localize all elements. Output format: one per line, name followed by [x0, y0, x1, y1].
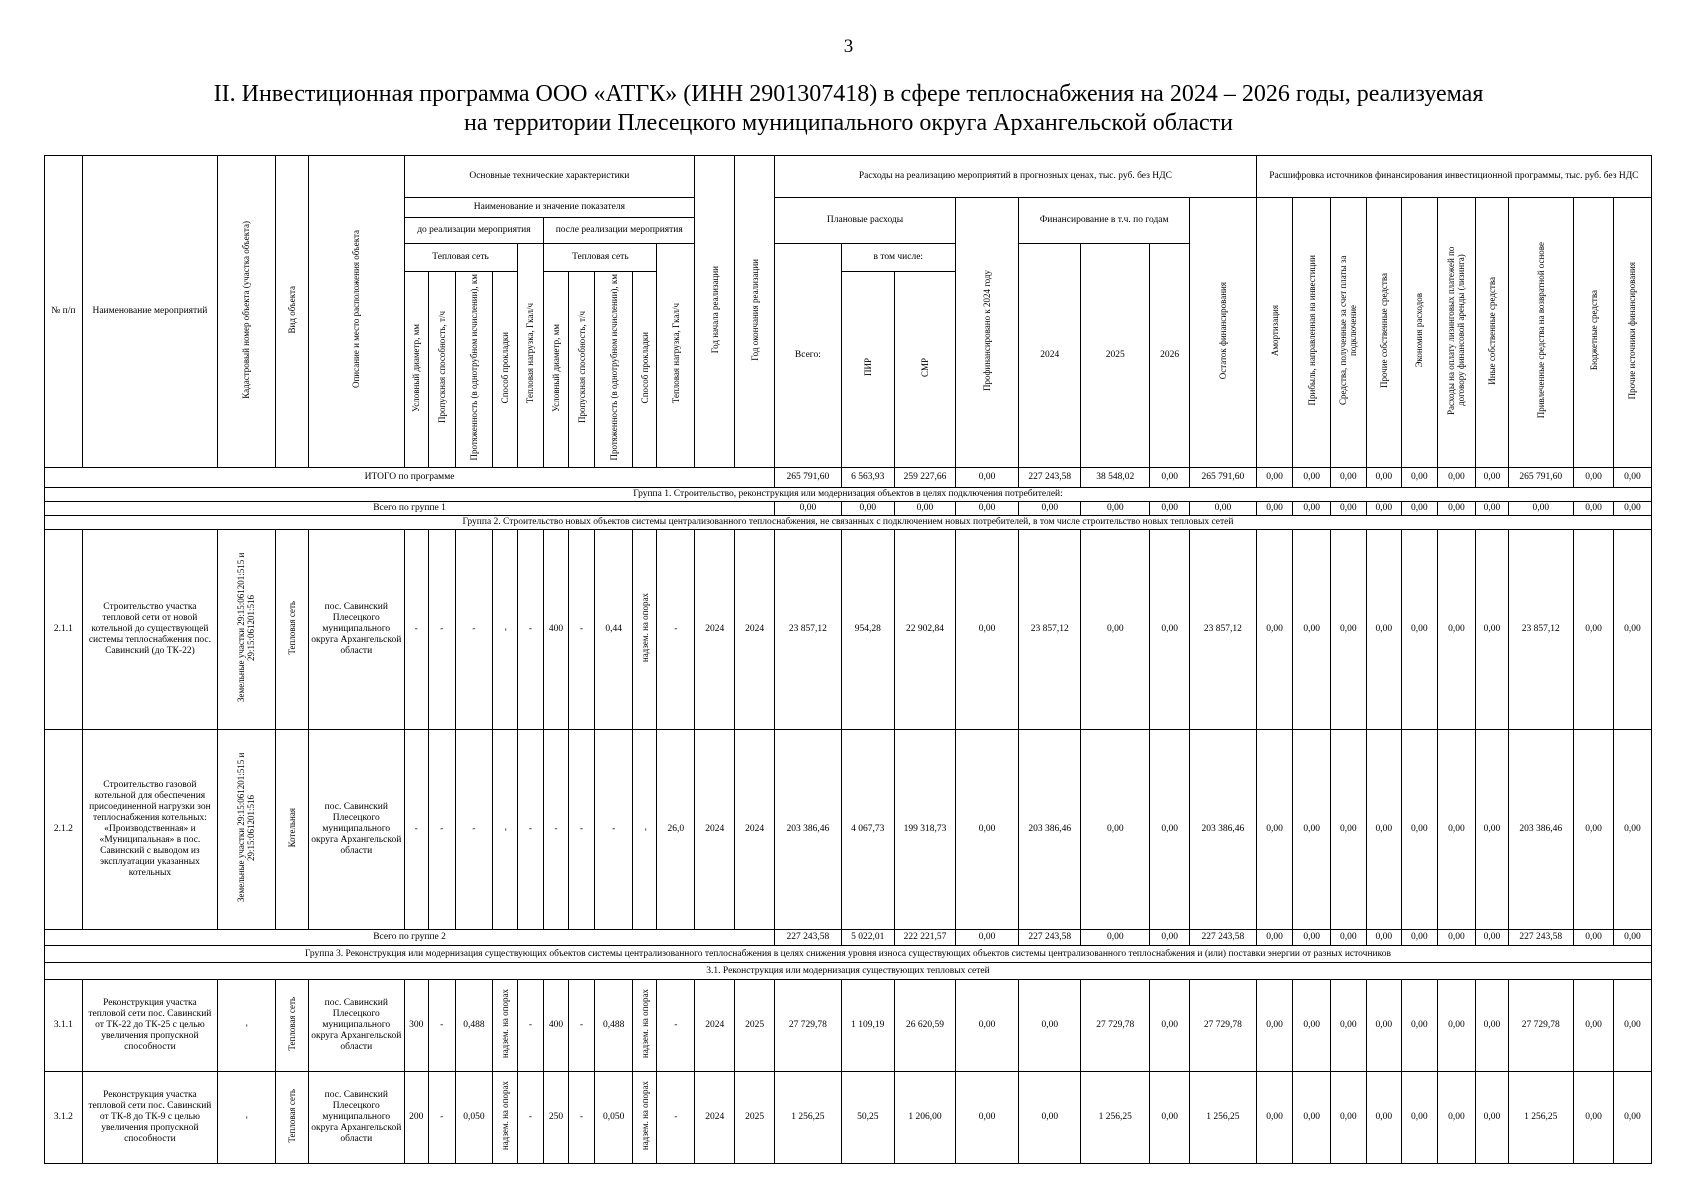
header-before: до реализации мероприятия — [404, 218, 544, 244]
row-year-end: 2024 — [735, 530, 775, 730]
row-b-lay-text: надзем. на опорах — [499, 988, 510, 1059]
value-cell: 38 548,02 — [1081, 468, 1150, 488]
value-cell: 0,00 — [1019, 502, 1081, 516]
row-cadastral-text: Земельные участки 29:15:061201:515 и 29:15:061201:516 — [236, 552, 257, 703]
value-cell: 227 243,58 — [1019, 468, 1081, 488]
value-cell: 4 067,73 — [841, 730, 894, 930]
row-num: 2.1.2 — [45, 730, 83, 930]
value-cell: 0,00 — [1256, 502, 1293, 516]
value-cell: 0,00 — [1331, 530, 1367, 730]
value-cell: 954,28 — [841, 530, 894, 730]
group-1-total-row — [45, 502, 1652, 516]
value-cell: 0,00 — [1150, 1072, 1190, 1164]
header-num: № п/п — [45, 156, 83, 468]
value-cell: 0,00 — [1366, 730, 1402, 930]
value-cell: 203 386,46 — [775, 730, 842, 930]
value-cell: 0,00 — [1081, 502, 1150, 516]
header-indicator: Наименование и значение показателя — [404, 198, 695, 218]
value-cell: 0,00 — [1019, 980, 1081, 1072]
row-object-type-text: Котельная — [286, 807, 297, 848]
row-year-start: 2024 — [695, 530, 735, 730]
value-cell: 0,00 — [1574, 980, 1614, 1072]
value-cell: 265 791,60 — [775, 468, 842, 488]
value-cell: 0,00 — [1402, 930, 1438, 946]
value-cell: 227 243,58 — [775, 930, 842, 946]
value-cell: 1 256,25 — [775, 1072, 842, 1164]
value-cell: 0,00 — [955, 730, 1018, 930]
row-b-diam: - — [404, 730, 428, 930]
header-laying-before: Способ прокладки — [493, 272, 517, 468]
investment-program-table — [44, 155, 1652, 1164]
group-2-total-row — [45, 930, 1652, 946]
header-tech-chars: Основные технические характеристики — [404, 156, 695, 198]
title-line-2: на территории Плесецкого муниципального округа Архангельской области — [464, 110, 1233, 136]
value-cell: 0,00 — [1256, 1072, 1293, 1164]
row-a-lay-text: надзем. на опорах — [639, 1080, 650, 1151]
value-cell: 0,00 — [1437, 730, 1476, 930]
row-b-load: - — [517, 980, 544, 1072]
header-other-sources: Прочие источники финансирования — [1613, 198, 1651, 468]
table-row — [45, 530, 1652, 730]
value-cell: 0,00 — [1402, 730, 1438, 930]
group-1-total-label: Всего по группе 1 — [45, 502, 775, 516]
row-location: пос. Савинский Плесецкого муниципального округа Архангельской области — [309, 730, 404, 930]
value-cell: 22 902,84 — [894, 530, 955, 730]
header-capacity-after: Пропускная способность, т/ч — [568, 272, 595, 468]
value-cell: 0,00 — [1476, 530, 1508, 730]
row-year-start: 2024 — [695, 730, 735, 930]
value-cell: 26 620,59 — [894, 980, 955, 1072]
value-cell: 0,00 — [1613, 502, 1651, 516]
row-location: пос. Савинский Плесецкого муниципального округа Архангельской области — [309, 980, 404, 1072]
document-title — [100, 80, 1597, 138]
group-3-label: Группа 3. Реконструкция или модернизация существующих объектов системы централизованного теплоснабжения в целях снижения уровня износа существующих объектов системы централизованного теплоснабжения и (или) поставки энергии от разных источников — [45, 946, 1652, 963]
row-cadastral — [218, 530, 276, 730]
row-num: 3.1.1 — [45, 980, 83, 1072]
value-cell: 203 386,46 — [1190, 730, 1257, 930]
row-name: Строительство участка тепловой сети от новой котельной до существующей системы теплоснабжения пос. Савинский (до ТК-22) — [82, 530, 217, 730]
value-cell: 27 729,78 — [1190, 980, 1257, 1072]
row-object-type-text: Тепловая сеть — [286, 1088, 297, 1143]
row-name: Строительство газовой котельной для обеспечения присоединенной нагрузки зон теплоснабжения котельных: «Производственная» и «Муниципальная» в пос. Савинский с выводом из эксплуатации указанных котельных — [82, 730, 217, 930]
value-cell: 0,00 — [1081, 730, 1150, 930]
value-cell: 0,00 — [1476, 980, 1508, 1072]
value-cell: 0,00 — [1402, 1072, 1438, 1164]
row-object-type-text: Тепловая сеть — [286, 996, 297, 1051]
value-cell: 0,00 — [1574, 1072, 1614, 1164]
header-after: после реализации мероприятия — [544, 218, 695, 244]
row-name: Реконструкция участка тепловой сети пос. Савинский от ТК-8 до ТК-9 с целью увеличения пропускной способности — [82, 1072, 217, 1164]
row-b-load: - — [517, 730, 544, 930]
header-2026: 2026 — [1150, 244, 1190, 468]
value-cell: 0,00 — [1150, 730, 1190, 930]
row-b-len: - — [455, 530, 493, 730]
group-1-label-row — [45, 488, 1652, 502]
value-cell: 0,00 — [1293, 730, 1331, 930]
row-cadastral-text: Земельные участки 29:15:061201:515 и 29:15:061201:516 — [236, 752, 257, 903]
header-smr: СМР — [894, 272, 955, 468]
header-own-funds: Прочие собственные средства — [1366, 198, 1402, 468]
row-b-cap: - — [428, 530, 455, 730]
title-line-1: II. Инвестиционная программа ООО «АТГК» (ИНН 2901307418) в сфере теплоснабжения на 2024 – 2026 годы, реализуемая — [213, 81, 1484, 107]
value-cell: 0,00 — [1574, 468, 1614, 488]
value-cell: 0,00 — [1256, 730, 1293, 930]
value-cell: 0,00 — [1366, 468, 1402, 488]
value-cell: 0,00 — [1190, 502, 1257, 516]
value-cell: 0,00 — [1331, 930, 1367, 946]
header-heat-load-before: Тепловая нагрузка, Гкал/ч — [517, 244, 544, 468]
value-cell: 0,00 — [955, 530, 1018, 730]
value-cell: 0,00 — [955, 930, 1018, 946]
header-budget: Бюджетные средства — [1574, 198, 1614, 468]
row-a-load: - — [657, 1072, 695, 1164]
header-location: Описание и место расположения объекта — [309, 156, 404, 468]
header-heat-net-after: Тепловая сеть — [544, 244, 657, 272]
row-b-load: - — [517, 530, 544, 730]
group-2-label-row — [45, 516, 1652, 530]
row-cadastral — [218, 980, 276, 1072]
value-cell: 0,00 — [1293, 980, 1331, 1072]
value-cell: 0,00 — [1476, 502, 1508, 516]
row-a-lay — [633, 530, 657, 730]
table-body — [45, 156, 1652, 1164]
table-row — [45, 980, 1652, 1072]
value-cell: 0,00 — [775, 502, 842, 516]
row-year-end: 2025 — [735, 1072, 775, 1164]
value-cell: 0,00 — [1366, 502, 1402, 516]
page-number: 3 — [843, 36, 854, 57]
value-cell: 0,00 — [1331, 980, 1367, 1072]
value-cell: 0,00 — [1293, 1072, 1331, 1164]
row-a-load: - — [657, 980, 695, 1072]
row-cadastral — [218, 730, 276, 930]
row-a-cap: - — [568, 530, 595, 730]
row-a-len: 0,488 — [595, 980, 633, 1072]
value-cell: 0,00 — [1256, 980, 1293, 1072]
value-cell: 0,00 — [1613, 468, 1651, 488]
row-cadastral-text: - — [241, 1024, 252, 1027]
row-b-diam: 200 — [404, 1072, 428, 1164]
header-year-end: Год окончания реализации — [735, 156, 775, 468]
row-object-type — [275, 980, 308, 1072]
row-location: пос. Савинский Плесецкого муниципального округа Архангельской области — [309, 1072, 404, 1164]
value-cell: 265 791,60 — [1508, 468, 1573, 488]
total-label: ИТОГО по программе — [45, 468, 775, 488]
value-cell: 0,00 — [894, 502, 955, 516]
header-prefinanced: Профинансировано к 2024 году — [955, 198, 1018, 468]
row-b-len: 0,050 — [455, 1072, 493, 1164]
header-laying-after: Способ прокладки — [633, 272, 657, 468]
header-leasing: Расходы на оплату лизинговых платежей по договору финансовой аренды (лизинга) — [1437, 198, 1476, 468]
value-cell: 0,00 — [1150, 980, 1190, 1072]
value-cell: 6 563,93 — [841, 468, 894, 488]
subgroup-3-1-label: 3.1. Реконструкция или модернизация существующих тепловых сетей — [45, 963, 1652, 980]
header-cadastral: Кадастровый номер объекта (участка объекта) — [218, 156, 276, 468]
row-year-start: 2024 — [695, 1072, 735, 1164]
value-cell: 0,00 — [1437, 502, 1476, 516]
row-b-lay-text: - — [499, 828, 510, 831]
value-cell: 0,00 — [1366, 530, 1402, 730]
header-diameter-before: Условный диаметр, мм — [404, 272, 428, 468]
value-cell: 0,00 — [1081, 530, 1150, 730]
value-cell: 0,00 — [1331, 730, 1367, 930]
value-cell: 0,00 — [1019, 1072, 1081, 1164]
row-b-diam: 300 — [404, 980, 428, 1072]
row-b-lay-text: надзем. на опорах — [499, 1080, 510, 1151]
value-cell: 203 386,46 — [1508, 730, 1573, 930]
row-b-lay — [493, 980, 517, 1072]
row-b-lay — [493, 530, 517, 730]
value-cell: 227 243,58 — [1508, 930, 1573, 946]
row-b-cap: - — [428, 730, 455, 930]
value-cell: 0,00 — [1150, 530, 1190, 730]
value-cell: 0,00 — [1613, 530, 1651, 730]
value-cell: 0,00 — [1437, 930, 1476, 946]
row-num: 3.1.2 — [45, 1072, 83, 1164]
value-cell: 0,00 — [1613, 1072, 1651, 1164]
row-b-cap: - — [428, 1072, 455, 1164]
value-cell: 265 791,60 — [1190, 468, 1257, 488]
row-a-load: 26,0 — [657, 730, 695, 930]
row-a-cap: - — [568, 980, 595, 1072]
value-cell: 0,00 — [1476, 1072, 1508, 1164]
subgroup-3-1-row — [45, 963, 1652, 980]
value-cell: 0,00 — [1150, 930, 1190, 946]
value-cell: 203 386,46 — [1019, 730, 1081, 930]
header-object-type: Вид объекта — [275, 156, 308, 468]
header-expenses: Расходы на реализацию мероприятий в прогнозных ценах, тыс. руб. без НДС — [775, 156, 1257, 198]
value-cell: 1 109,19 — [841, 980, 894, 1072]
value-cell: 0,00 — [1081, 930, 1150, 946]
value-cell: 0,00 — [841, 502, 894, 516]
row-a-cap: - — [568, 730, 595, 930]
value-cell: 5 022,01 — [841, 930, 894, 946]
row-year-start: 2024 — [695, 980, 735, 1072]
value-cell: 0,00 — [1574, 730, 1614, 930]
header-heat-net-before: Тепловая сеть — [404, 244, 517, 272]
value-cell: 0,00 — [1293, 468, 1331, 488]
row-b-lay-text: - — [499, 628, 510, 631]
row-b-diam: - — [404, 530, 428, 730]
value-cell: 0,00 — [1402, 530, 1438, 730]
value-cell: 0,00 — [1150, 502, 1190, 516]
value-cell: 0,00 — [1402, 502, 1438, 516]
header-borrowed: Привлеченные средства на возвратной основе — [1508, 198, 1573, 468]
value-cell: 222 221,57 — [894, 930, 955, 946]
header-total: Всего: — [775, 244, 842, 468]
value-cell: 50,25 — [841, 1072, 894, 1164]
row-a-lay-text: - — [639, 828, 650, 831]
value-cell: 0,00 — [1256, 530, 1293, 730]
value-cell: 0,00 — [1437, 980, 1476, 1072]
value-cell: 0,00 — [1476, 730, 1508, 930]
row-a-len: 0,050 — [595, 1072, 633, 1164]
value-cell: 0,00 — [1574, 930, 1614, 946]
value-cell: 0,00 — [1613, 980, 1651, 1072]
group-1-label: Группа 1. Строительство, реконструкция или модернизация объектов в целях подключения потребителей: — [45, 488, 1652, 502]
row-cadastral-text: - — [241, 1116, 252, 1119]
row-b-len: - — [455, 730, 493, 930]
value-cell: 1 256,25 — [1508, 1072, 1573, 1164]
row-a-lay-text: надзем. на опорах — [639, 592, 650, 663]
value-cell: 23 857,12 — [1508, 530, 1573, 730]
value-cell: 23 857,12 — [1019, 530, 1081, 730]
row-num: 2.1.1 — [45, 530, 83, 730]
row-name: Реконструкция участка тепловой сети пос. Савинский от ТК-22 до ТК-25 с целью увеличения пропускной способности — [82, 980, 217, 1072]
header-diameter-after: Условный диаметр, мм — [544, 272, 568, 468]
row-object-type — [275, 730, 308, 930]
value-cell: 227 243,58 — [1019, 930, 1081, 946]
row-a-lay — [633, 730, 657, 930]
row-a-load: - — [657, 530, 695, 730]
table-row — [45, 730, 1652, 930]
row-a-diam: 400 — [544, 530, 568, 730]
value-cell: 0,00 — [1437, 468, 1476, 488]
value-cell: 0,00 — [1437, 530, 1476, 730]
row-a-diam: 250 — [544, 1072, 568, 1164]
row-a-len: 0,44 — [595, 530, 633, 730]
header-savings: Экономия расходов — [1402, 198, 1438, 468]
value-cell: 0,00 — [1331, 468, 1367, 488]
value-cell: 0,00 — [1293, 530, 1331, 730]
row-a-lay — [633, 1072, 657, 1164]
row-a-diam: - — [544, 730, 568, 930]
value-cell: 0,00 — [1366, 1072, 1402, 1164]
value-cell: 1 206,00 — [894, 1072, 955, 1164]
row-object-type — [275, 530, 308, 730]
group-3-label-row — [45, 946, 1652, 963]
header-2025: 2025 — [1081, 244, 1150, 468]
value-cell: 0,00 — [1366, 980, 1402, 1072]
header-capacity-before: Пропускная способность, т/ч — [428, 272, 455, 468]
row-object-type-text: Тепловая сеть — [286, 600, 297, 655]
header-financing-by-years: Финансирование в т.ч. по годам — [1019, 198, 1190, 244]
row-object-type — [275, 1072, 308, 1164]
value-cell: 0,00 — [1476, 468, 1508, 488]
row-location: пос. Савинский Плесецкого муниципального округа Архангельской области — [309, 530, 404, 730]
value-cell: 0,00 — [1293, 930, 1331, 946]
header-profit: Прибыль, направленная на инвестиции — [1293, 198, 1331, 468]
header-2024: 2024 — [1019, 244, 1081, 468]
group-2-label: Группа 2. Строительство новых объектов системы централизованного теплоснабжения, не связанных с подключением новых потребителей, в том числе строительство новых тепловых сетей — [45, 516, 1652, 530]
value-cell: 0,00 — [955, 468, 1018, 488]
row-a-lay — [633, 980, 657, 1072]
row-a-lay-text: надзем. на опорах — [639, 988, 650, 1059]
value-cell: 0,00 — [1366, 930, 1402, 946]
table-row — [45, 1072, 1652, 1164]
row-year-end: 2025 — [735, 980, 775, 1072]
value-cell: 0,00 — [1613, 730, 1651, 930]
value-cell: 0,00 — [1437, 1072, 1476, 1164]
value-cell: 23 857,12 — [1190, 530, 1257, 730]
row-year-end: 2024 — [735, 730, 775, 930]
value-cell: 0,00 — [1331, 502, 1367, 516]
header-amortization: Амортизация — [1256, 198, 1293, 468]
row-b-lay — [493, 1072, 517, 1164]
value-cell: 23 857,12 — [775, 530, 842, 730]
value-cell: 27 729,78 — [775, 980, 842, 1072]
header-sources: Расшифровка источников финансирования инвестиционной программы, тыс. руб. без НДС — [1256, 156, 1651, 198]
total-row — [45, 468, 1652, 488]
value-cell: 0,00 — [1331, 1072, 1367, 1164]
value-cell: 1 256,25 — [1081, 1072, 1150, 1164]
header-connection-fee: Средства, полученные за счет платы за подключение — [1331, 198, 1367, 468]
header-pir: ПИР — [841, 272, 894, 468]
row-b-load: - — [517, 1072, 544, 1164]
header-other-own: Иные собственные средства — [1476, 198, 1508, 468]
value-cell: 0,00 — [1150, 468, 1190, 488]
value-cell: 0,00 — [1574, 530, 1614, 730]
value-cell: 0,00 — [1256, 930, 1293, 946]
header-year-start: Год начала реализации — [695, 156, 735, 468]
value-cell: 0,00 — [1574, 502, 1614, 516]
value-cell: 27 729,78 — [1508, 980, 1573, 1072]
value-cell: 0,00 — [955, 1072, 1018, 1164]
value-cell: 0,00 — [955, 502, 1018, 516]
value-cell: 199 318,73 — [894, 730, 955, 930]
value-cell: 0,00 — [1402, 468, 1438, 488]
header-planned: Плановые расходы — [775, 198, 956, 244]
header-heat-load-after: Тепловая нагрузка, Гкал/ч — [657, 244, 695, 468]
value-cell: 227 243,58 — [1190, 930, 1257, 946]
row-b-len: 0,488 — [455, 980, 493, 1072]
row-b-cap: - — [428, 980, 455, 1072]
header-including: в том числе: — [841, 244, 955, 272]
row-a-cap: - — [568, 1072, 595, 1164]
header-length-after: Протяженность (в однотрубном исчислении), км — [595, 272, 633, 468]
value-cell: 0,00 — [1402, 980, 1438, 1072]
row-a-len: - — [595, 730, 633, 930]
row-cadastral — [218, 1072, 276, 1164]
value-cell: 1 256,25 — [1190, 1072, 1257, 1164]
row-a-diam: 400 — [544, 980, 568, 1072]
header-length-before: Протяженность (в однотрубном исчислении), км — [455, 272, 493, 468]
group-2-total-label: Всего по группе 2 — [45, 930, 775, 946]
value-cell: 259 227,66 — [894, 468, 955, 488]
value-cell: 0,00 — [955, 980, 1018, 1072]
header-name: Наименование мероприятий — [82, 156, 217, 468]
header-remaining: Остаток финансирования — [1190, 198, 1257, 468]
value-cell: 27 729,78 — [1081, 980, 1150, 1072]
value-cell: 0,00 — [1476, 930, 1508, 946]
row-b-lay — [493, 730, 517, 930]
value-cell: 0,00 — [1293, 502, 1331, 516]
value-cell: 0,00 — [1508, 502, 1573, 516]
value-cell: 0,00 — [1613, 930, 1651, 946]
value-cell: 0,00 — [1256, 468, 1293, 488]
